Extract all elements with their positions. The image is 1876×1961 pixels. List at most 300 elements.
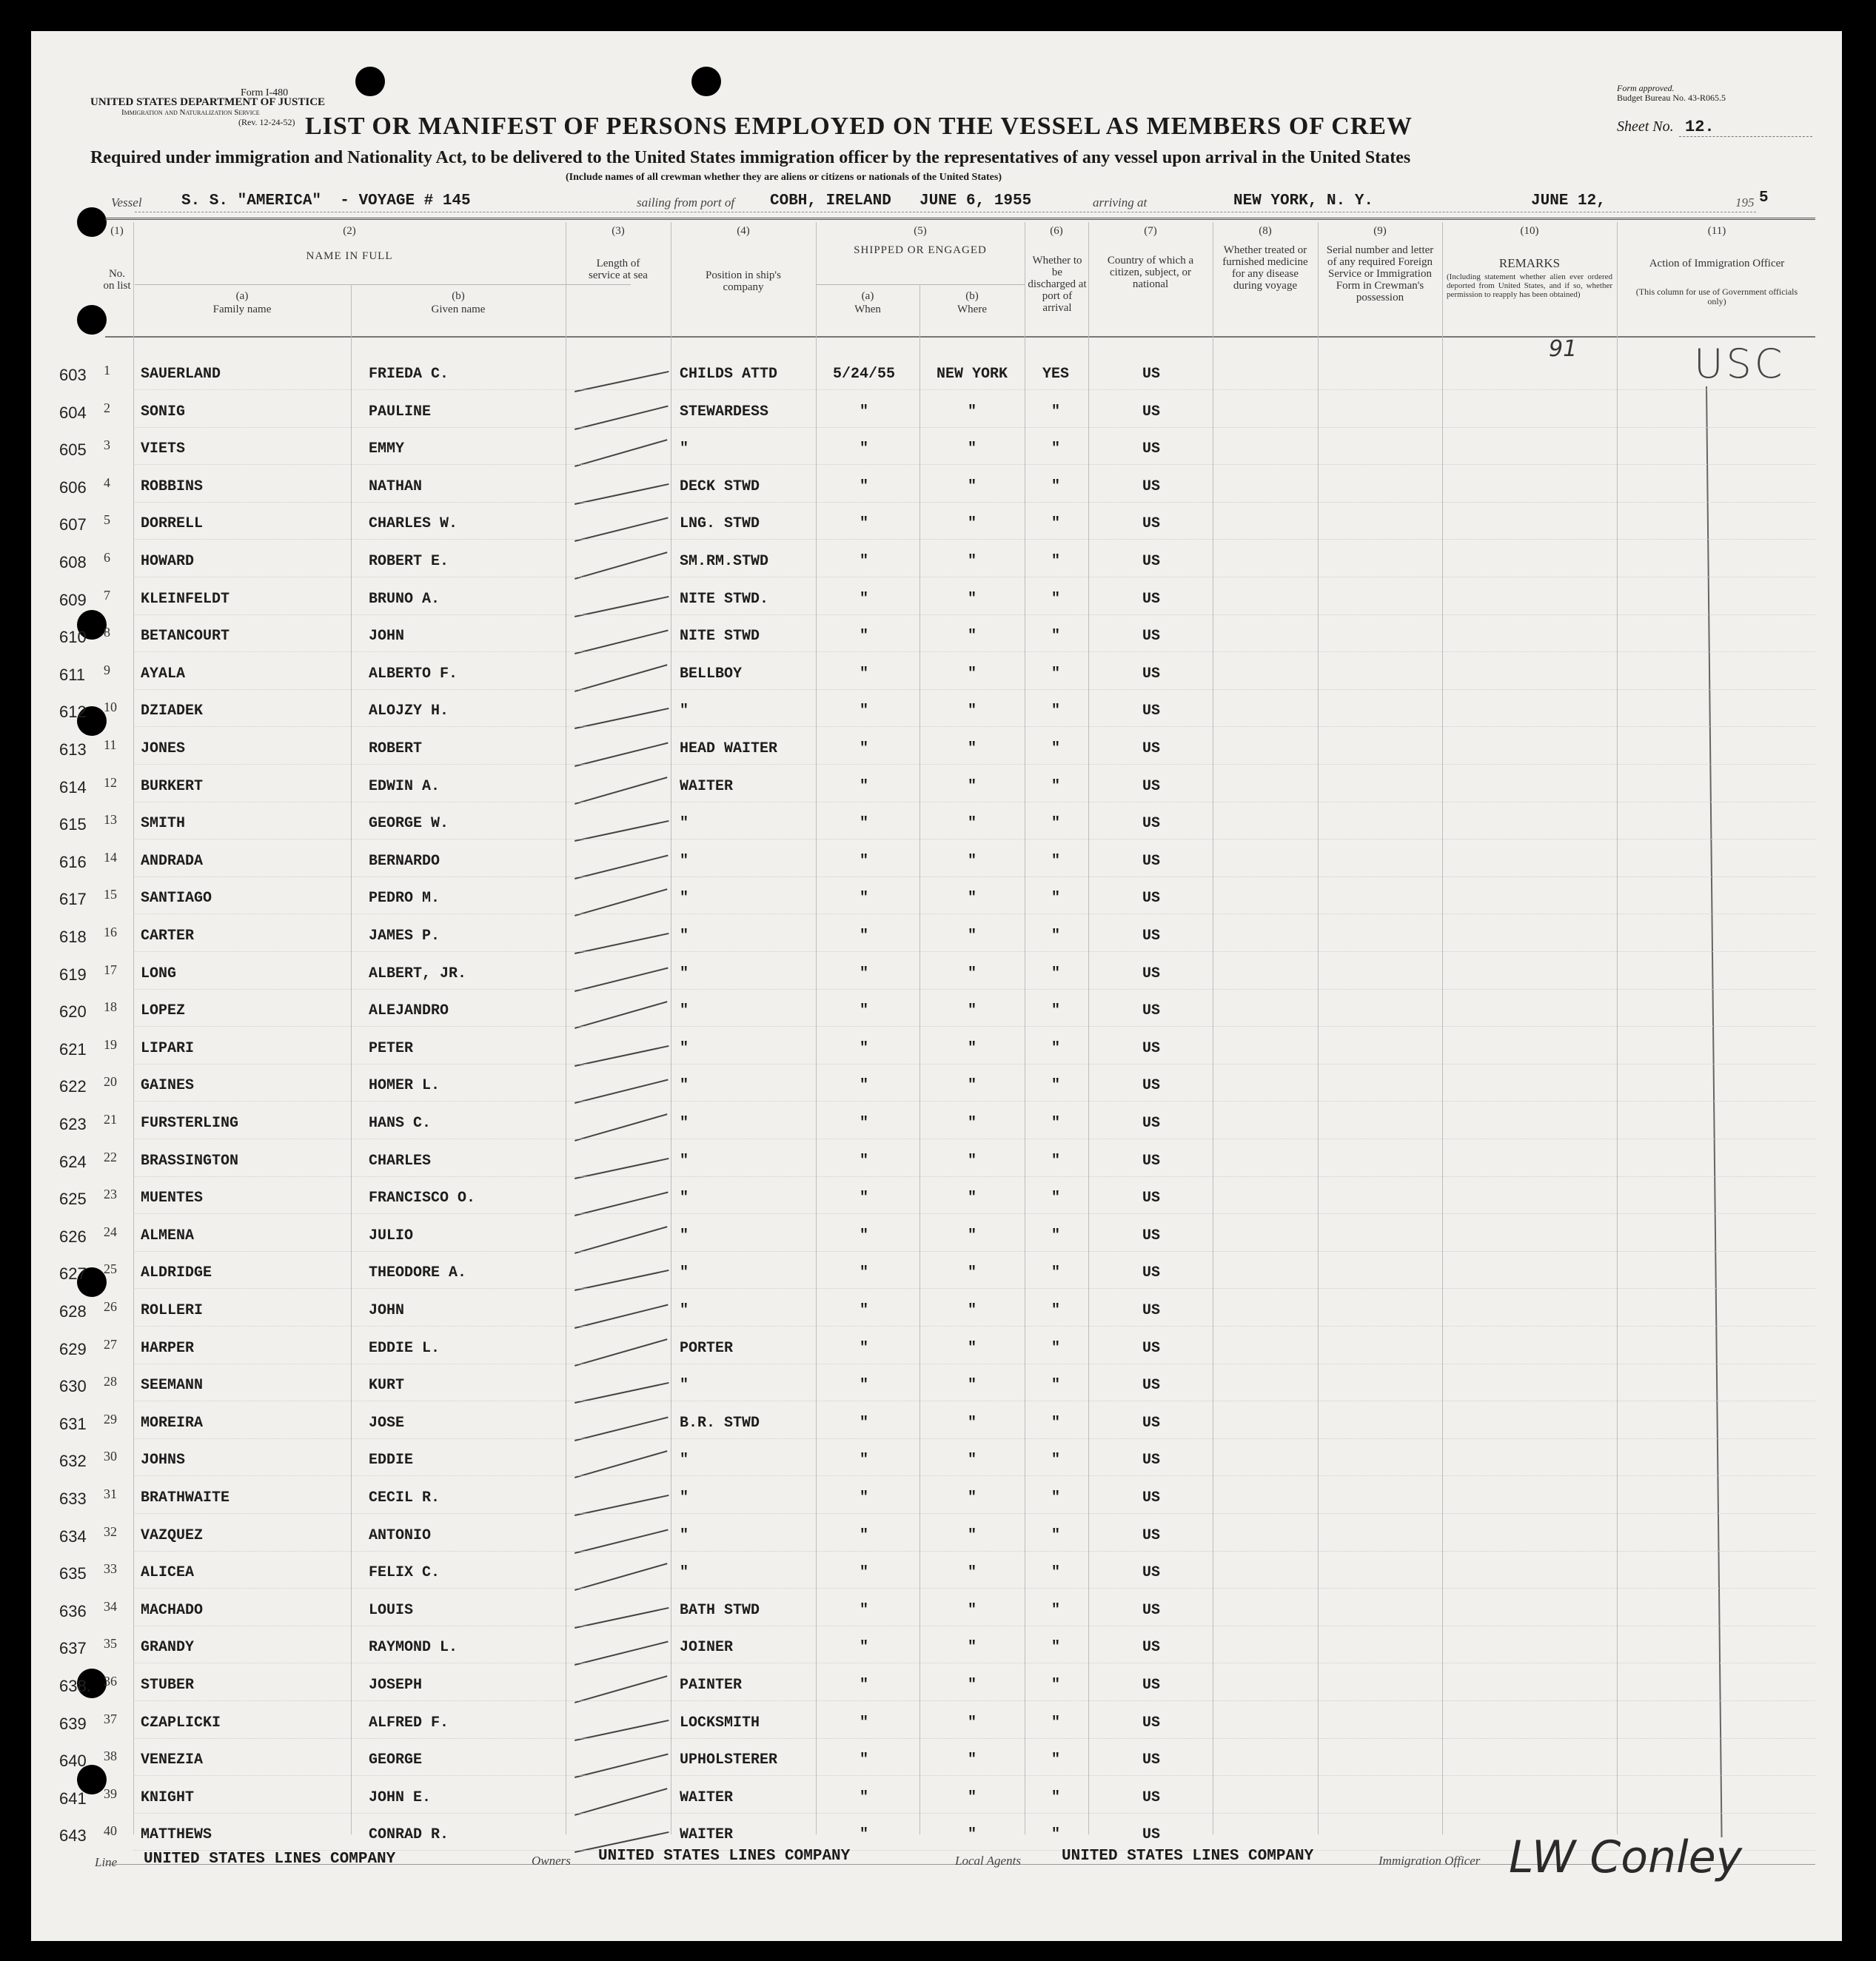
cell-position: " bbox=[680, 965, 689, 982]
cell-where: " bbox=[967, 553, 976, 570]
table-row bbox=[31, 1261, 1842, 1298]
cell-given: CONRAD R. bbox=[369, 1826, 449, 1843]
cell-country: US bbox=[1142, 1752, 1160, 1769]
row-line-number: 32 bbox=[104, 1524, 117, 1539]
cell-family: ANDRADA bbox=[141, 853, 204, 870]
table-row bbox=[31, 1786, 1842, 1823]
cell-country: US bbox=[1142, 1452, 1160, 1469]
table-row bbox=[31, 475, 1842, 512]
table-row bbox=[31, 1074, 1842, 1111]
cell-discharged: " bbox=[1051, 1302, 1060, 1319]
cell-where: " bbox=[967, 928, 976, 945]
row-rule bbox=[133, 1438, 1815, 1439]
cell-family: ROLLERI bbox=[141, 1302, 204, 1319]
cell-where: " bbox=[967, 1302, 976, 1319]
cell-family: KNIGHT bbox=[141, 1789, 195, 1806]
cell-position: LNG. STWD bbox=[680, 515, 760, 532]
cell-position: " bbox=[680, 1190, 689, 1207]
cell-given: PAULINE bbox=[369, 403, 432, 420]
cell-country: US bbox=[1142, 1190, 1160, 1207]
cell-family: ALMENA bbox=[141, 1227, 195, 1244]
cell-family: LONG bbox=[141, 965, 177, 982]
cell-when: " bbox=[859, 591, 868, 608]
cell-family: FURSTERLING bbox=[141, 1115, 239, 1132]
cell-where: " bbox=[967, 666, 976, 683]
cell-position: JOINER bbox=[680, 1639, 734, 1656]
row-rule bbox=[133, 1551, 1815, 1552]
cell-where: " bbox=[967, 1002, 976, 1019]
cell-family: SEEMANN bbox=[141, 1377, 204, 1394]
cell-position: NITE STWD. bbox=[680, 591, 769, 608]
cell-given: GEORGE W. bbox=[369, 815, 449, 832]
cell-position: " bbox=[680, 815, 689, 832]
table-row bbox=[31, 1561, 1842, 1598]
table-row bbox=[31, 1299, 1842, 1336]
cell-where: " bbox=[967, 1789, 976, 1806]
cell-position: " bbox=[680, 1377, 689, 1394]
cell-country: US bbox=[1142, 1040, 1160, 1057]
cell-discharged: " bbox=[1051, 666, 1060, 683]
row-rule bbox=[133, 1326, 1815, 1327]
vessel-label: Vessel bbox=[111, 195, 142, 209]
row-rule bbox=[133, 1288, 1815, 1289]
service-length-stroke bbox=[574, 1788, 668, 1816]
col9-header: Serial number and letter of any required Foreign Service or Immigration Form in Crewman's possession bbox=[1326, 244, 1434, 304]
form-revision: (Rev. 12-24-52) bbox=[238, 117, 295, 127]
cell-country: US bbox=[1142, 1826, 1160, 1843]
table-row bbox=[31, 512, 1842, 549]
cell-country: US bbox=[1142, 1340, 1160, 1357]
col8-number: (8) bbox=[1259, 225, 1272, 237]
cell-when: " bbox=[859, 1527, 868, 1544]
cell-family: SMITH bbox=[141, 815, 186, 832]
cell-country: US bbox=[1142, 1639, 1160, 1656]
cell-family: HARPER bbox=[141, 1340, 195, 1357]
cell-position: " bbox=[680, 1227, 689, 1244]
cell-position: PORTER bbox=[680, 1340, 734, 1357]
row-rule bbox=[133, 764, 1815, 765]
cell-discharged: " bbox=[1051, 1677, 1060, 1694]
row-line-number: 5 bbox=[104, 512, 110, 527]
officer-label: Immigration Officer bbox=[1378, 1854, 1481, 1868]
cell-position: " bbox=[680, 1153, 689, 1170]
row-serial-number: 628 bbox=[59, 1302, 87, 1321]
cell-given: HANS C. bbox=[369, 1115, 432, 1132]
service-length-stroke bbox=[574, 664, 668, 692]
cell-country: US bbox=[1142, 1153, 1160, 1170]
cell-family: VAZQUEZ bbox=[141, 1527, 204, 1544]
cell-when: " bbox=[859, 1340, 868, 1357]
row-line-number: 31 bbox=[104, 1486, 117, 1501]
cell-position: " bbox=[680, 1302, 689, 1319]
service-length-stroke bbox=[574, 406, 669, 430]
row-serial-number: 609 bbox=[59, 591, 87, 609]
row-rule bbox=[133, 1513, 1815, 1514]
row-serial-number: 622 bbox=[59, 1077, 87, 1096]
service-length-stroke bbox=[574, 1417, 669, 1441]
cell-when: " bbox=[859, 1714, 868, 1732]
cell-family: ALDRIDGE bbox=[141, 1264, 212, 1281]
cell-country: US bbox=[1142, 591, 1160, 608]
cell-family: BRASSINGTON bbox=[141, 1153, 239, 1170]
service-length-stroke bbox=[574, 1001, 668, 1029]
cell-discharged: " bbox=[1051, 1264, 1060, 1281]
col6-header: Whether to be discharged at port of arrival bbox=[1028, 255, 1087, 314]
cell-given: HOMER L. bbox=[369, 1077, 440, 1094]
cell-position: " bbox=[680, 1564, 689, 1581]
row-line-number: 10 bbox=[104, 700, 117, 714]
col11-note: (This column for use of Government officials only) bbox=[1635, 286, 1798, 306]
service-length-stroke bbox=[574, 855, 669, 879]
cell-discharged: " bbox=[1051, 815, 1060, 832]
service: Immigration and Naturalization Service bbox=[121, 108, 260, 117]
cell-given: CECIL R. bbox=[369, 1489, 440, 1506]
row-serial-number: 608 bbox=[59, 553, 87, 571]
cell-where: NEW YORK bbox=[936, 366, 1008, 383]
row-rule bbox=[133, 502, 1815, 503]
page-subnote: (Include names of all crewman whether they are aliens or citizens or nationals of the United States) bbox=[566, 172, 1002, 183]
table-row bbox=[31, 588, 1842, 625]
cell-when: " bbox=[859, 1826, 868, 1843]
cell-when: " bbox=[859, 1752, 868, 1769]
cell-given: RAYMOND L. bbox=[369, 1639, 458, 1656]
cell-position: " bbox=[680, 1077, 689, 1094]
table-row bbox=[31, 1636, 1842, 1673]
row-rule bbox=[133, 1775, 1815, 1776]
cell-country: US bbox=[1142, 740, 1160, 757]
col4-header: Position in ship's company bbox=[706, 269, 781, 293]
cell-discharged: " bbox=[1051, 1789, 1060, 1806]
officer-signature: LW Conley bbox=[1509, 1831, 1743, 1883]
cell-family: GAINES bbox=[141, 1077, 195, 1094]
row-rule bbox=[133, 989, 1815, 990]
owners-value: UNITED STATES LINES COMPANY bbox=[598, 1848, 851, 1865]
row-rule bbox=[133, 1101, 1815, 1102]
owners-label: Owners bbox=[532, 1854, 571, 1868]
cell-where: " bbox=[967, 890, 976, 907]
cell-when: " bbox=[859, 1377, 868, 1394]
cell-family: VIETS bbox=[141, 440, 186, 457]
row-rule bbox=[133, 1213, 1815, 1214]
cell-when: " bbox=[859, 890, 868, 907]
cell-where: " bbox=[967, 853, 976, 870]
cell-country: US bbox=[1142, 965, 1160, 982]
page-title: LIST OR MANIFEST OF PERSONS EMPLOYED ON THE VESSEL AS MEMBERS OF CREW bbox=[305, 113, 1413, 140]
cell-when: " bbox=[859, 965, 868, 982]
cell-where: " bbox=[967, 1752, 976, 1769]
table-row bbox=[31, 625, 1842, 662]
cell-family: AYALA bbox=[141, 666, 186, 683]
service-length-stroke bbox=[574, 1641, 669, 1666]
cell-where: " bbox=[967, 1227, 976, 1244]
row-serial-number: 617 bbox=[59, 890, 87, 908]
cell-discharged: " bbox=[1051, 1527, 1060, 1544]
cell-country: US bbox=[1142, 1602, 1160, 1619]
cell-when: " bbox=[859, 1115, 868, 1132]
row-rule bbox=[133, 1475, 1815, 1476]
cell-where: " bbox=[967, 478, 976, 495]
col1-number: (1) bbox=[110, 225, 124, 237]
row-serial-number: 635 bbox=[59, 1564, 87, 1583]
cell-country: US bbox=[1142, 1227, 1160, 1244]
col3-number: (3) bbox=[612, 225, 625, 237]
service-length-stroke bbox=[574, 630, 669, 654]
cell-family: MOREIRA bbox=[141, 1415, 204, 1432]
service-length-stroke bbox=[574, 1192, 669, 1216]
cell-where: " bbox=[967, 1415, 976, 1432]
shipped-subheader-rule bbox=[816, 284, 1025, 285]
cell-given: JOSE bbox=[369, 1415, 405, 1432]
service-length-stroke bbox=[574, 1304, 669, 1329]
row-serial-number: 623 bbox=[59, 1115, 87, 1133]
cell-country: US bbox=[1142, 1415, 1160, 1432]
cell-discharged: " bbox=[1051, 1639, 1060, 1656]
col8-header: Whether treated or furnished medicine for any disease during voyage bbox=[1222, 244, 1308, 292]
cell-where: " bbox=[967, 1040, 976, 1057]
cell-where: " bbox=[967, 1639, 976, 1656]
cell-family: BURKERT bbox=[141, 778, 204, 795]
cell-discharged: " bbox=[1051, 965, 1060, 982]
cell-position: " bbox=[680, 703, 689, 720]
row-serial-number: 638. bbox=[59, 1677, 91, 1695]
cell-position: " bbox=[680, 1489, 689, 1506]
col2b-header: Given name bbox=[431, 304, 486, 315]
cell-country: US bbox=[1142, 815, 1160, 832]
cell-where: " bbox=[967, 1452, 976, 1469]
cell-given: JOSEPH bbox=[369, 1677, 423, 1694]
cell-country: US bbox=[1142, 853, 1160, 870]
cell-when: " bbox=[859, 1639, 868, 1656]
row-serial-number: 630 bbox=[59, 1377, 87, 1395]
cell-discharged: " bbox=[1051, 853, 1060, 870]
cell-family: MACHADO bbox=[141, 1602, 204, 1619]
cell-where: " bbox=[967, 440, 976, 457]
cell-where: " bbox=[967, 1714, 976, 1732]
row-serial-number: 615 bbox=[59, 815, 87, 834]
cell-when: 5/24/55 bbox=[832, 366, 895, 383]
cell-discharged: " bbox=[1051, 553, 1060, 570]
table-row bbox=[31, 550, 1842, 587]
cell-given: FRIEDA C. bbox=[369, 366, 449, 383]
cell-family: HOWARD bbox=[141, 553, 195, 570]
cell-discharged: " bbox=[1051, 1115, 1060, 1132]
cell-position: HEAD WAITER bbox=[680, 740, 778, 757]
cell-country: US bbox=[1142, 1264, 1160, 1281]
departure-date: JUNE 6, 1955 bbox=[919, 192, 1032, 209]
row-serial-number: 626 bbox=[59, 1227, 87, 1246]
cell-given: ALEJANDRO bbox=[369, 1002, 449, 1019]
cell-country: US bbox=[1142, 1115, 1160, 1132]
cell-position: WAITER bbox=[680, 1789, 734, 1806]
form-number: Form I-480 bbox=[241, 87, 289, 98]
row-line-number: 20 bbox=[104, 1074, 117, 1089]
cell-given: JOHN bbox=[369, 1302, 405, 1319]
cell-given: EDWIN A. bbox=[369, 778, 440, 795]
row-line-number: 35 bbox=[104, 1636, 117, 1651]
cell-given: CHARLES bbox=[369, 1153, 432, 1170]
cell-country: US bbox=[1142, 778, 1160, 795]
row-line-number: 29 bbox=[104, 1412, 117, 1427]
punch-hole bbox=[77, 305, 107, 335]
cell-position: BELLBOY bbox=[680, 666, 743, 683]
row-line-number: 3 bbox=[104, 438, 110, 452]
cell-discharged: " bbox=[1051, 1377, 1060, 1394]
row-line-number: 34 bbox=[104, 1599, 117, 1614]
service-length-stroke bbox=[574, 888, 668, 916]
row-line-number: 27 bbox=[104, 1337, 117, 1352]
service-length-stroke bbox=[574, 1675, 668, 1703]
cell-discharged: " bbox=[1051, 1153, 1060, 1170]
cell-discharged: " bbox=[1051, 591, 1060, 608]
arrival-port: NEW YORK, N. Y. bbox=[1233, 192, 1374, 209]
table-row bbox=[31, 962, 1842, 999]
cell-when: " bbox=[859, 740, 868, 757]
service-length-stroke bbox=[574, 439, 668, 467]
table-row bbox=[31, 1112, 1842, 1149]
row-serial-number: 637 bbox=[59, 1639, 87, 1657]
cell-family: JONES bbox=[141, 740, 186, 757]
row-rule bbox=[133, 1064, 1815, 1065]
cell-discharged: " bbox=[1051, 1452, 1060, 1469]
row-line-number: 1 bbox=[104, 363, 110, 378]
cell-family: ROBBINS bbox=[141, 478, 204, 495]
cell-country: US bbox=[1142, 366, 1160, 383]
cell-country: US bbox=[1142, 1489, 1160, 1506]
cell-family: BRATHWAITE bbox=[141, 1489, 230, 1506]
cell-discharged: " bbox=[1051, 928, 1060, 945]
row-serial-number: 613 bbox=[59, 740, 87, 759]
cell-when: " bbox=[859, 1452, 868, 1469]
col2-number: (2) bbox=[343, 225, 356, 237]
cell-given: FELIX C. bbox=[369, 1564, 440, 1581]
row-serial-number: 640 bbox=[59, 1752, 87, 1770]
row-line-number: 33 bbox=[104, 1561, 117, 1576]
cell-discharged: " bbox=[1051, 703, 1060, 720]
row-line-number: 23 bbox=[104, 1187, 117, 1201]
row-line-number: 30 bbox=[104, 1449, 117, 1464]
cell-when: " bbox=[859, 1602, 868, 1619]
cell-country: US bbox=[1142, 890, 1160, 907]
cell-country: US bbox=[1142, 440, 1160, 457]
cell-family: DORRELL bbox=[141, 515, 204, 532]
row-line-number: 26 bbox=[104, 1299, 117, 1314]
cell-family: CARTER bbox=[141, 928, 195, 945]
departure-port: COBH, IRELAND bbox=[770, 192, 891, 209]
cell-where: " bbox=[967, 1190, 976, 1207]
cell-family: STUBER bbox=[141, 1677, 195, 1694]
cell-given: PETER bbox=[369, 1040, 414, 1057]
cell-given: KURT bbox=[369, 1377, 405, 1394]
cell-family: LOPEZ bbox=[141, 1002, 186, 1019]
row-line-number: 17 bbox=[104, 962, 117, 977]
cell-discharged: " bbox=[1051, 1002, 1060, 1019]
col2b-number: (b) bbox=[452, 290, 465, 302]
table-row bbox=[31, 775, 1842, 812]
cell-where: " bbox=[967, 778, 976, 795]
cell-where: " bbox=[967, 515, 976, 532]
row-line-number: 16 bbox=[104, 925, 117, 939]
cell-given: ALBERT, JR. bbox=[369, 965, 467, 982]
cell-position: " bbox=[680, 853, 689, 870]
table-row bbox=[31, 1599, 1842, 1636]
sheet-number-underline bbox=[1679, 136, 1812, 137]
cell-when: " bbox=[859, 1789, 868, 1806]
cell-given: ROBERT E. bbox=[369, 553, 449, 570]
cell-position: LOCKSMITH bbox=[680, 1714, 760, 1732]
service-length-stroke bbox=[574, 552, 668, 580]
col1-header: No. on list bbox=[103, 268, 131, 292]
cell-when: " bbox=[859, 1677, 868, 1694]
cell-where: " bbox=[967, 403, 976, 420]
line-value: UNITED STATES LINES COMPANY bbox=[144, 1851, 396, 1868]
row-serial-number: 639 bbox=[59, 1714, 87, 1733]
row-rule bbox=[133, 1813, 1815, 1814]
service-length-stroke bbox=[574, 517, 669, 542]
cell-family: SANTIAGO bbox=[141, 890, 212, 907]
cell-position: SM.RM.STWD bbox=[680, 553, 769, 570]
row-line-number: 6 bbox=[104, 550, 110, 565]
col5b-header: Where bbox=[957, 304, 987, 315]
row-serial-number: 620 bbox=[59, 1002, 87, 1021]
row-serial-number: 621 bbox=[59, 1040, 87, 1059]
row-line-number: 25 bbox=[104, 1261, 117, 1276]
service-length-stroke bbox=[574, 1338, 668, 1367]
row-line-number: 12 bbox=[104, 775, 117, 790]
row-serial-number: 633 bbox=[59, 1489, 87, 1508]
cell-position: UPHOLSTERER bbox=[680, 1752, 778, 1769]
cell-when: " bbox=[859, 1302, 868, 1319]
cell-discharged: " bbox=[1051, 1227, 1060, 1244]
cell-country: US bbox=[1142, 666, 1160, 683]
col7-header: Country of which a citizen, subject, or national bbox=[1107, 255, 1194, 290]
budget-bureau: Budget Bureau No. 43-R065.5 bbox=[1617, 93, 1726, 103]
cell-when: " bbox=[859, 515, 868, 532]
form-approved: Form approved. bbox=[1617, 83, 1675, 93]
cell-where: " bbox=[967, 1489, 976, 1506]
col9-number: (9) bbox=[1373, 225, 1387, 237]
cell-discharged: " bbox=[1051, 1077, 1060, 1094]
cell-given: FRANCISCO O. bbox=[369, 1190, 476, 1207]
cell-country: US bbox=[1142, 703, 1160, 720]
officer-mark: USC bbox=[1694, 341, 1786, 387]
cell-given: GEORGE bbox=[369, 1752, 423, 1769]
row-rule bbox=[133, 614, 1815, 615]
cell-when: " bbox=[859, 1415, 868, 1432]
cell-given: EDDIE L. bbox=[369, 1340, 440, 1357]
cell-country: US bbox=[1142, 515, 1160, 532]
col6-number: (6) bbox=[1050, 225, 1063, 237]
cell-family: MUENTES bbox=[141, 1190, 204, 1207]
cell-position: " bbox=[680, 890, 689, 907]
cell-where: " bbox=[967, 1077, 976, 1094]
cell-family: DZIADEK bbox=[141, 703, 204, 720]
cell-family: ALICEA bbox=[141, 1564, 195, 1581]
row-rule bbox=[133, 651, 1815, 652]
cell-country: US bbox=[1142, 1377, 1160, 1394]
cell-given: ALBERTO F. bbox=[369, 666, 458, 683]
row-serial-number: 614 bbox=[59, 778, 87, 797]
cell-given: BERNARDO bbox=[369, 853, 440, 870]
row-serial-number: 632 bbox=[59, 1452, 87, 1470]
manifest-sheet bbox=[31, 31, 1842, 1941]
cell-family: LIPARI bbox=[141, 1040, 195, 1057]
col11-header: Action of Immigration Officer bbox=[1649, 258, 1785, 269]
row-line-number: 18 bbox=[104, 999, 117, 1014]
line-label: Line bbox=[95, 1855, 118, 1869]
sheet-number: 12. bbox=[1685, 118, 1715, 136]
row-rule bbox=[133, 1700, 1815, 1701]
cell-country: US bbox=[1142, 1564, 1160, 1581]
